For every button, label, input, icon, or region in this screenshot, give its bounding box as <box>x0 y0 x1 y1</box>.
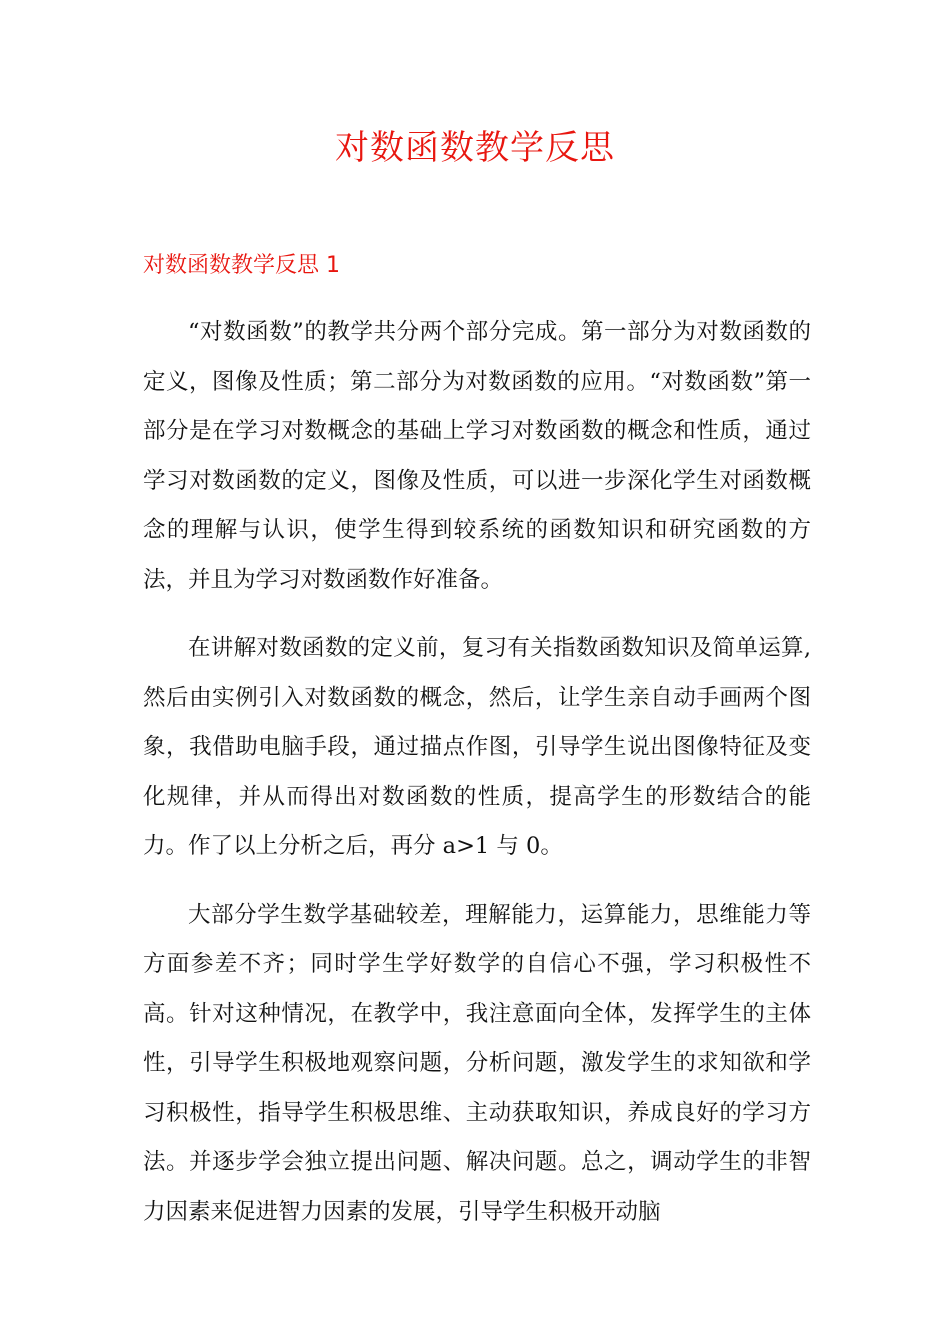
paragraph: 在讲解对数函数的定义前，复习有关指数函数知识及简单运算,然后由实例引入对数函数的概念，然后，让学生亲自动手画两个图象，我借助电脑手段，通过描点作图，引导学生说出图像特征及变化规律，并从而得出对数函数的性质，提高学生的形数结合的能力。作了以上分析之后，再分 a>1 与 0。 <box>143 635 811 859</box>
paragraph: 大部分学生数学基础较差，理解能力，运算能力，思维能力等方面参差不齐；同时学生学好数学的自信心不强，学习积极性不高。针对这种情况，在教学中，我注意面向全体，发挥学生的主体性，引导学生积极地观察问题，分析问题，激发学生的求知欲和学习积极性，指导学生积极思维、主动获取知识，养成良好的学习方法。并逐步学会独立提出问题、解决问题。总之，调动学生的非智力因素来促进智力因素的发展，引导学生积极开动脑 <box>143 901 811 1225</box>
section-heading: 对数函数教学反思 1 <box>143 253 340 278</box>
document-title: 对数函数教学反思 <box>335 128 615 168</box>
paragraph: “对数函数”的教学共分两个部分完成。第一部分为对数函数的定义，图像及性质；第二部分为对数函数的应用。“对数函数”第一部分是在学习对数概念的基础上学习对数函数的概念和性质，通过学习对数函数的定义，图像及性质，可以进一步深化学生对函数概念的理解与认识，使学生得到较系统的函数知识和研究函数的方法，并且为学习对数函数作好准备。 <box>143 319 811 593</box>
document-body <box>143 308 811 1256</box>
